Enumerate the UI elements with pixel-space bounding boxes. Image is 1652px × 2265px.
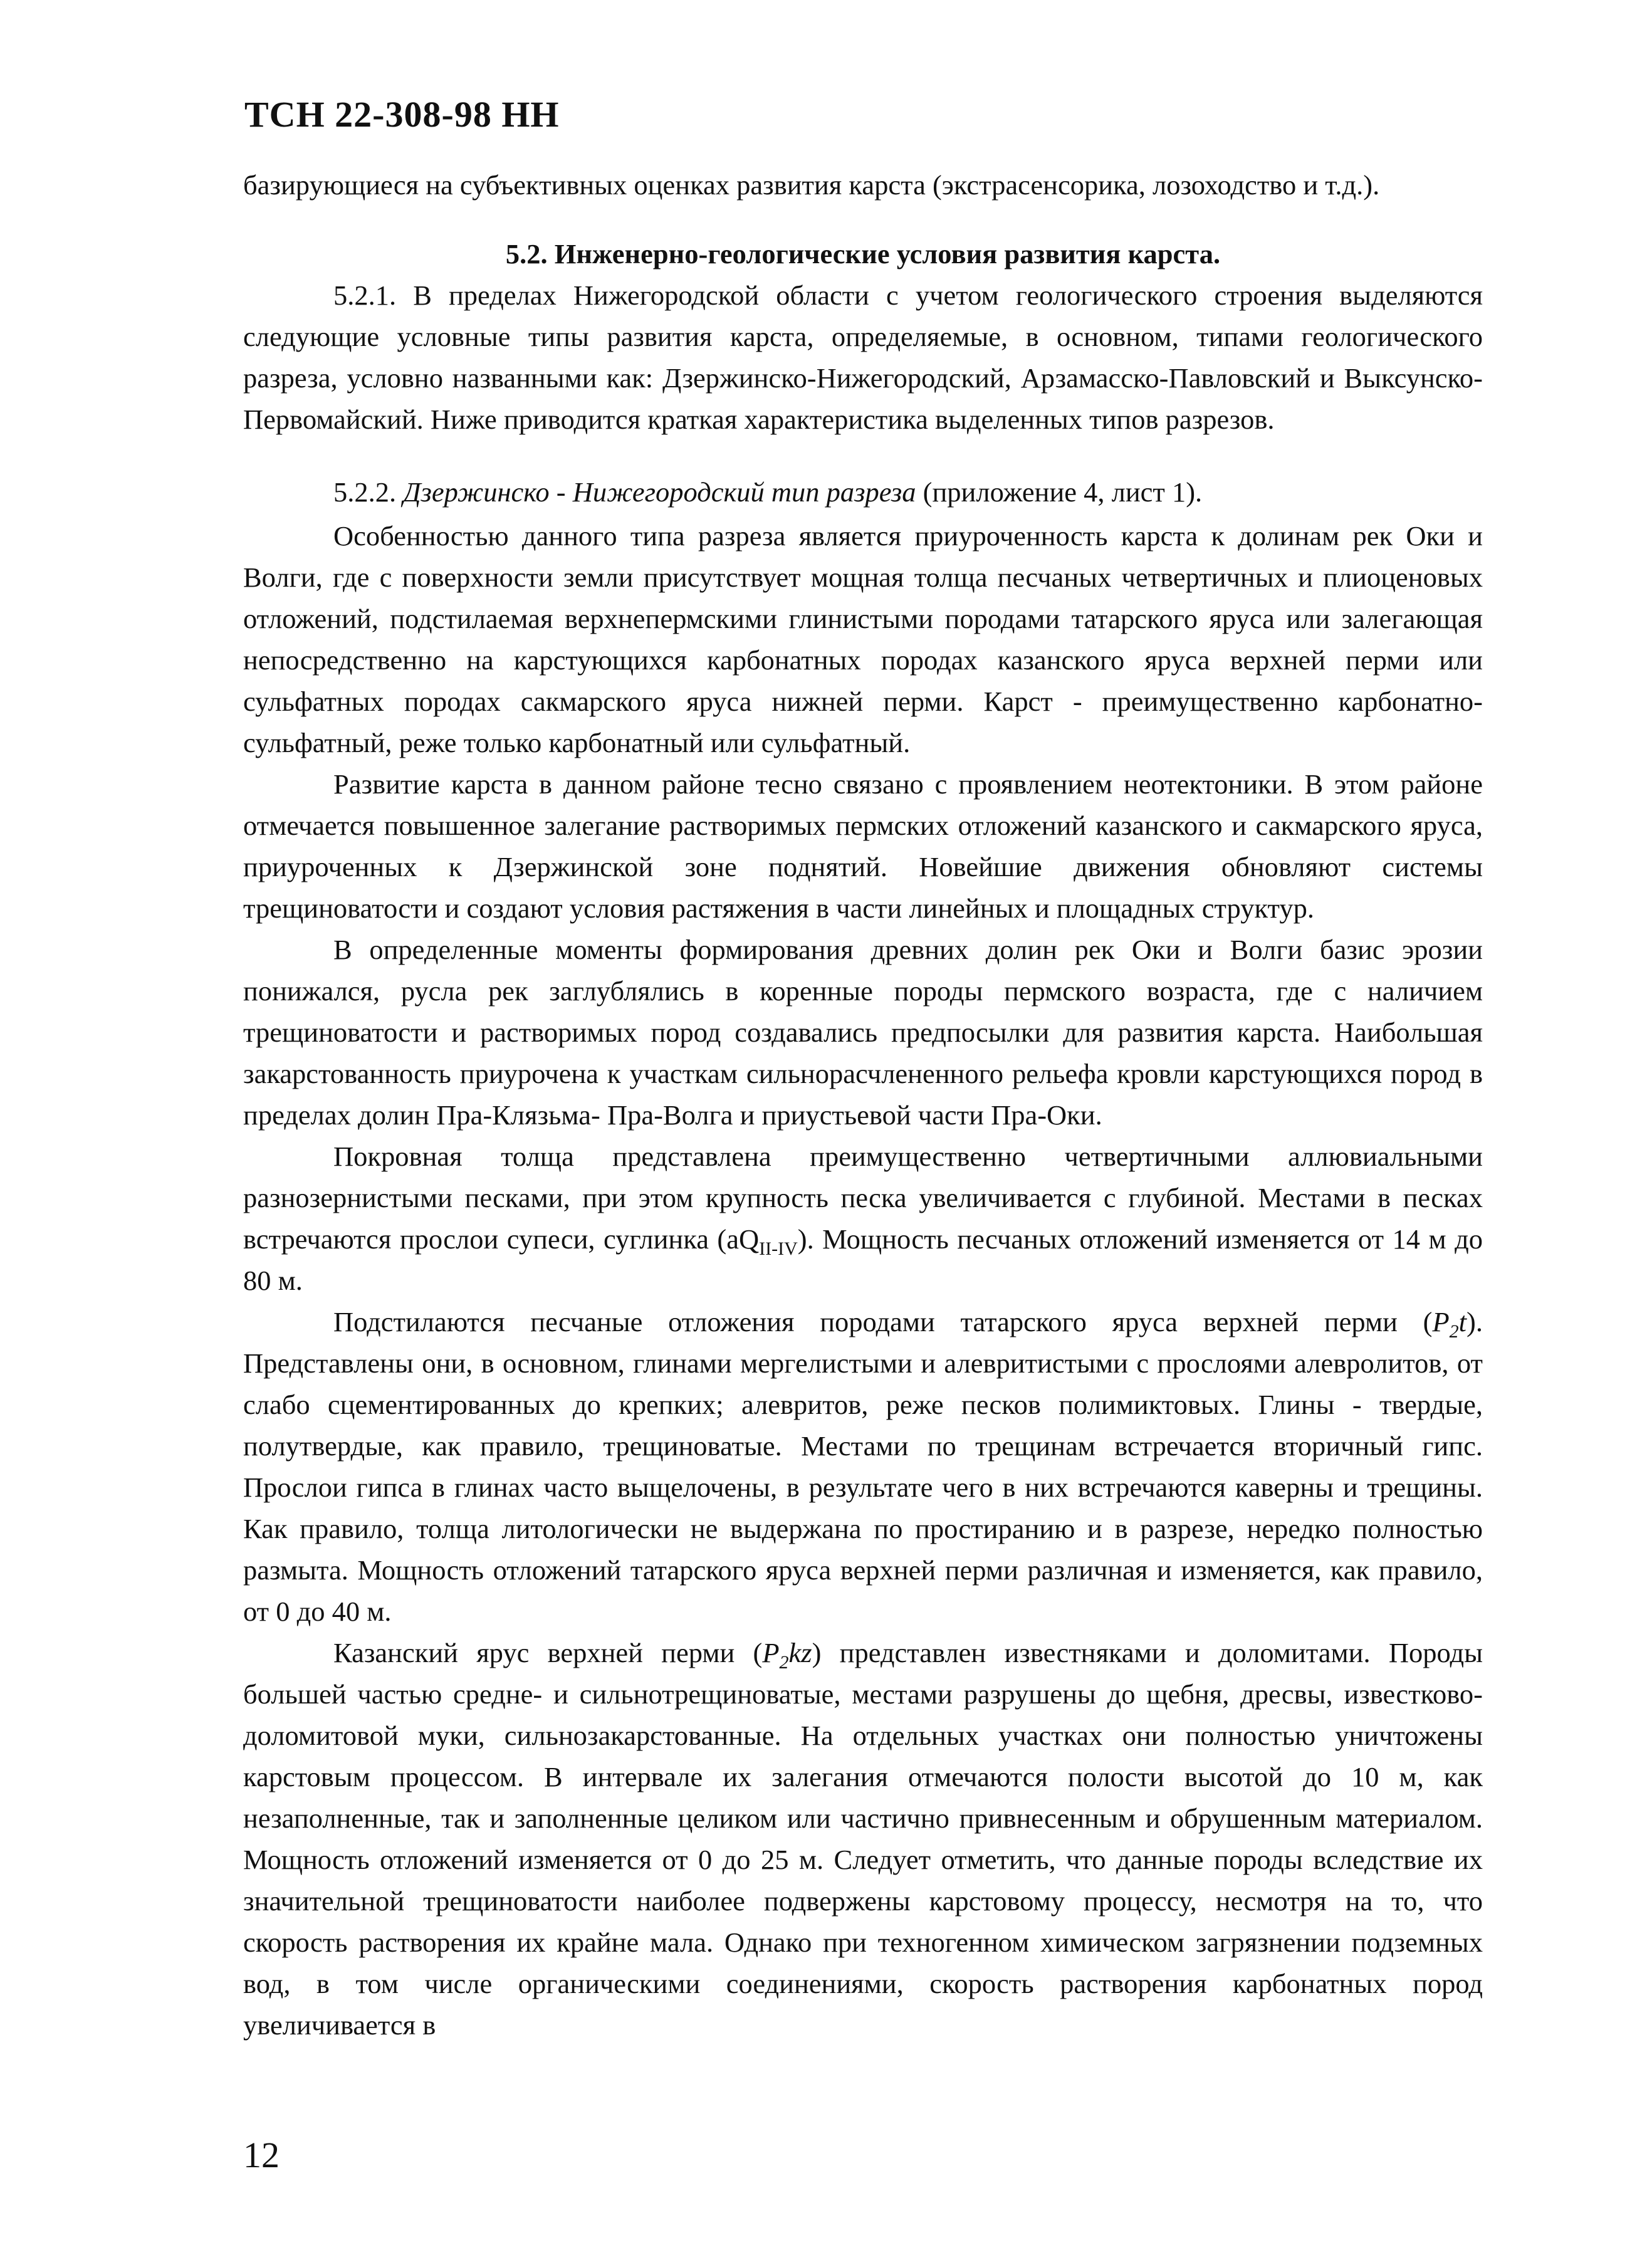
tatar-text-b: ). Представлены они, в основном, глинами мергелистыми и алевритистыми с прослоями алевролитов, от слабо сцементированных до крепких; алевритов, реже песков полимиктовых. Глины - твердые, полутвердые, как правило, трещиноватые. Местами по трещинам встречается вторичный гипс. Прослои гипса в глинах часто выщелочены, в результате чего в них встречаются каверны и трещины. Как правило, толща литологически не выдержана по простиранию и в разрезе, нередко полностью размыта. Мощность отложений татарского яруса верхней перми различная и изменяется, как правило, от 0 до 40 м.: [243, 1306, 1483, 1627]
formula-subscript: 2: [1449, 1321, 1459, 1342]
formula-stage: kz: [788, 1637, 812, 1668]
paragraph-continuation: базирующиеся на субъективных оценках развития карста (экстрасенсорика, лозоходство и т.д.).: [243, 169, 1380, 201]
paragraph-cover-layer: [243, 1136, 1483, 1301]
paragraph-neotectonics: Развитие карста в данном районе тесно связано с проявлением неотектоники. В этом районе отмечается повышенное залегание растворимых пермских отложений казанского и сакмарского яруса, приуроченных к Дзержинской зоне поднятий. Новейшие движения обновляют системы трещиноватости и создают условия растяжения в части линейных и площадных структур.: [243, 768, 1483, 924]
paragraph-5-2-2: [243, 471, 1483, 513]
paragraph-feature: Особенностью данного типа разреза является приуроченность карста к долинам рек Оки и Волги, где с поверхности земли присутствует мощная толща песчаных четвертичных и плиоценовых отложений, подстилаемая верхнепермскими глинистыми породами татарского яруса или залегающая непосредственно на карстующихся карбонатных породах казанского яруса верхней перми или сульфатных породах сакмарского яруса нижней перми. Карст - преимущественно карбонатно-сульфатный, реже только карбонатный или сульфатный.: [243, 520, 1483, 758]
paragraph-valleys: В определенные моменты формирования древних долин рек Оки и Волги базис эрозии понижался, русла рек заглублялись в коренные породы пермского возраста, где с наличием трещиноватости и растворимых пород создавались предпосылки для развития карста. Наибольшая закарстованность приурочена к участкам сильнорасчлененного рельефа кровли карстующихся пород в пределах долин Пра-Клязьма- Пра-Волга и приустьевой части Пра-Оки.: [243, 934, 1483, 1131]
paragraph-5-2-1: 5.2.1. В пределах Нижегородской области с учетом геологического строения выделяются следующие условные типы развития карста, определяемые, в основном, типами геологического разреза, условно названными как: Дзержинско-Нижегородский, Арзамасско-Павловский и Выксунско-Первомайский. Ниже приводится краткая характеристика выделенных типов разрезов.: [243, 280, 1483, 435]
appendix-reference: (приложение 4, лист 1).: [923, 476, 1203, 508]
paragraph-tatarian: [243, 1301, 1483, 1632]
cover-text-b: ). Мощность песчаных отложений изменяется от 14 м до 80 м.: [243, 1223, 1483, 1296]
kazan-formula: [762, 1637, 812, 1673]
cover-subscript: II-IV: [759, 1238, 798, 1259]
document-code-header: ТСН 22-308-98 НН: [244, 94, 560, 135]
tatar-text-a: Подстилаются песчаные отложения породами татарского яруса верхней перми (: [333, 1306, 1433, 1337]
kazan-text-b: ) представлен известняками и доломитами. Породы большей частью средне- и сильнотрещиноватые, местами разрушены до щебня, дресвы, известково-доломитовой муки, сильнозакарстованные. На отдельных участках они полностью уничтожены карстовым процессом. В интервале их залегания отмечаются полости высотой до 10 м, как незаполненные, так и заполненные целиком или частично привнесенным и обрушенным материалом. Мощность отложений изменяется от 0 до 25 м. Следует отметить, что данные породы вследствие их значительной трещиноватости наиболее подвержены карстовому процессу, несмотря на то, что скорость растворения их крайне мала. Однако при техногенном химическом загрязнении подземных вод, в том числе органическими соединениями, скорость растворения карбонатных пород увеличивается в: [243, 1637, 1483, 2041]
kazan-text-a: Казанский ярус верхней перми (: [333, 1637, 763, 1668]
section-type-title: Дзержинско - Нижегородский тип разреза: [403, 476, 916, 508]
formula-letter: P: [1432, 1306, 1450, 1337]
formula-subscript: 2: [779, 1651, 789, 1673]
clause-number: 5.2.2.: [333, 476, 397, 508]
formula-stage: t: [1458, 1306, 1467, 1337]
tatar-formula: [1432, 1306, 1467, 1342]
cover-text-a: Покровная толща представлена преимущественно четвертичными аллювиальными разнозернистыми песками, при этом крупность песка увеличивается с глубиной. Местами в песках встречаются прослои супеси, суглинка (aQ: [243, 1141, 1483, 1255]
section-title: 5.2. Инженерно-геологические условия развития карста.: [505, 238, 1221, 269]
document-body: [243, 164, 1483, 2046]
formula-letter: P: [762, 1637, 780, 1668]
paragraph-kazanian: [243, 1632, 1483, 2046]
page-number: 12: [243, 2135, 280, 2175]
